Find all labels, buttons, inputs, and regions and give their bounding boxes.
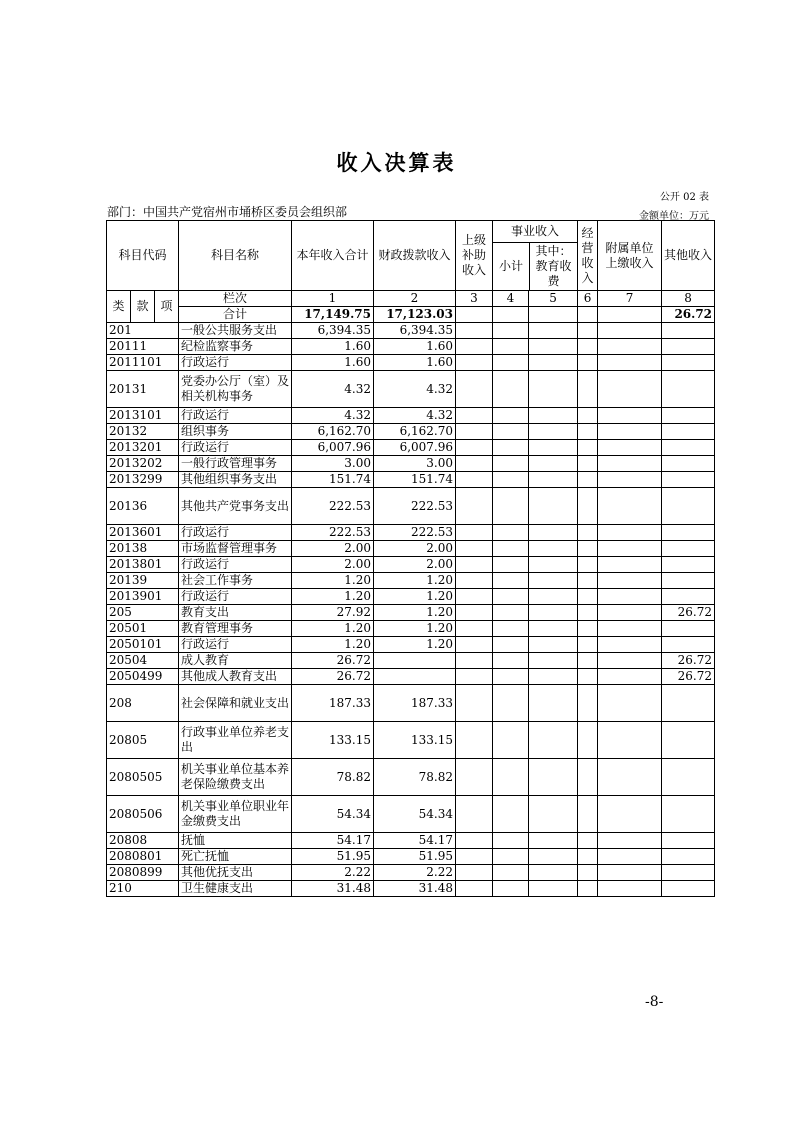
subject-name: 抚恤 (179, 833, 292, 849)
page-number: -8- (645, 994, 664, 1010)
form-number: 公开 02 表 (659, 192, 709, 203)
fiscal-income-value: 2.22 (374, 865, 456, 881)
fiscal-income-value: 4.32 (374, 408, 456, 424)
subject-name: 一般公共服务支出 (179, 323, 292, 339)
subject-code: 208 (107, 685, 179, 722)
subject-name: 市场监督管理事务 (179, 541, 292, 557)
table-row (107, 525, 715, 541)
subject-code: 201 (107, 323, 179, 339)
col-num: 1 (292, 291, 374, 307)
other-income-value (662, 541, 715, 557)
subject-code: 2013101 (107, 408, 179, 424)
other-income-value (662, 557, 715, 573)
table-row (107, 881, 715, 897)
subject-name: 社会工作事务 (179, 573, 292, 589)
subject-name: 其他成人教育支出 (179, 669, 292, 685)
total-income-value: 51.95 (292, 849, 374, 865)
subject-code: 20138 (107, 541, 179, 557)
col-num: 5 (549, 291, 557, 305)
fiscal-income-value (374, 669, 456, 685)
subject-name: 教育管理事务 (179, 621, 292, 637)
subject-code: 2013299 (107, 472, 179, 488)
header-fiscal-income: 财政拨款收入 (374, 221, 456, 291)
fiscal-income-value: 133.15 (374, 722, 456, 759)
table-row (107, 557, 715, 573)
table-row (107, 865, 715, 881)
subject-code: 20808 (107, 833, 179, 849)
total-income-value: 27.92 (292, 605, 374, 621)
table-row (107, 759, 715, 796)
subject-name: 行政运行 (179, 637, 292, 653)
other-income-value (662, 796, 715, 833)
other-income-value (662, 371, 715, 408)
header-business-income: 事业收入 (493, 221, 578, 243)
fiscal-income-value: 1.20 (374, 573, 456, 589)
subject-name: 教育支出 (179, 605, 292, 621)
fiscal-income-value (374, 653, 456, 669)
total-income-value: 2.00 (292, 557, 374, 573)
other-income-value (662, 323, 715, 339)
income-table (106, 220, 715, 897)
total-income-value: 6,394.35 (292, 323, 374, 339)
fiscal-income-value: 51.95 (374, 849, 456, 865)
table-row (107, 424, 715, 440)
fiscal-income-value: 31.48 (374, 881, 456, 897)
fiscal-income-value: 78.82 (374, 759, 456, 796)
subject-name: 社会保障和就业支出 (179, 685, 292, 722)
total-income-value: 1.20 (292, 621, 374, 637)
table-row (107, 472, 715, 488)
fiscal-income-value: 4.32 (374, 371, 456, 408)
other-income-value (662, 865, 715, 881)
other-income-value (662, 833, 715, 849)
other-income-value (662, 849, 715, 865)
fiscal-income-value: 1.20 (374, 605, 456, 621)
fiscal-income-value: 54.17 (374, 833, 456, 849)
total-income-value: 187.33 (292, 685, 374, 722)
fiscal-income-value: 222.53 (374, 488, 456, 525)
subject-name: 死亡抚恤 (179, 849, 292, 865)
total-income-value: 2.00 (292, 541, 374, 557)
header-total-income: 本年收入合计 (292, 221, 374, 291)
other-income-value: 26.72 (662, 605, 715, 621)
fiscal-income-value: 6,162.70 (374, 424, 456, 440)
header-subject-code: 科目代码 (107, 221, 179, 291)
total-income-value: 31.48 (292, 881, 374, 897)
total-income-value: 4.32 (292, 371, 374, 408)
col-num: 8 (662, 291, 715, 307)
subject-code: 20132 (107, 424, 179, 440)
fiscal-income-value: 6,007.96 (374, 440, 456, 456)
header-lei: 类 (107, 291, 131, 323)
header-affiliated-income: 附属单位上缴收入 (598, 221, 662, 291)
subject-name: 成人教育 (179, 653, 292, 669)
subject-name: 行政运行 (179, 589, 292, 605)
total-income-value: 1.60 (292, 339, 374, 355)
total-income-value: 3.00 (292, 456, 374, 472)
fiscal-income-value: 3.00 (374, 456, 456, 472)
header-subtotal: 小计 (493, 243, 530, 291)
other-income-value (662, 339, 715, 355)
total-other: 26.72 (662, 307, 715, 323)
table-row (107, 637, 715, 653)
other-income-value (662, 573, 715, 589)
total-income-value: 6,162.70 (292, 424, 374, 440)
subject-name: 行政运行 (179, 557, 292, 573)
total-income-value: 133.15 (292, 722, 374, 759)
subject-code: 2050101 (107, 637, 179, 653)
subject-name: 行政运行 (179, 355, 292, 371)
subject-code: 2080506 (107, 796, 179, 833)
table-row (107, 833, 715, 849)
total-income-value: 151.74 (292, 472, 374, 488)
fiscal-income-value: 2.00 (374, 557, 456, 573)
other-income-value (662, 621, 715, 637)
subject-name: 行政运行 (179, 525, 292, 541)
other-income-value (662, 881, 715, 897)
subject-name: 卫生健康支出 (179, 881, 292, 897)
subject-code: 2080899 (107, 865, 179, 881)
table-row (107, 488, 715, 525)
col-num: 3 (456, 291, 493, 307)
subject-name: 其他共产党事务支出 (179, 488, 292, 525)
table-row (107, 653, 715, 669)
subject-code: 20136 (107, 488, 179, 525)
department-label: 部门：中国共产党宿州市埇桥区委员会组织部 (107, 205, 348, 219)
subject-name: 党委办公厅（室）及相关机构事务 (179, 371, 292, 408)
subject-code: 2013901 (107, 589, 179, 605)
table-row (107, 408, 715, 424)
table-row (107, 573, 715, 589)
fiscal-income-value: 1.20 (374, 621, 456, 637)
table-row (107, 669, 715, 685)
total-income-value: 78.82 (292, 759, 374, 796)
other-income-value: 26.72 (662, 669, 715, 685)
other-income-value (662, 525, 715, 541)
total-income-value: 54.34 (292, 796, 374, 833)
subject-code: 2080801 (107, 849, 179, 865)
col-num: 7 (598, 291, 662, 307)
table-row (107, 355, 715, 371)
total-income-value: 6,007.96 (292, 440, 374, 456)
fiscal-income-value: 54.34 (374, 796, 456, 833)
table-row (107, 541, 715, 557)
header-kuan: 款 (131, 291, 155, 323)
total-income-value: 2.22 (292, 865, 374, 881)
other-income-value: 26.72 (662, 653, 715, 669)
subject-name: 机关事业单位基本养老保险缴费支出 (179, 759, 292, 796)
subject-code: 20805 (107, 722, 179, 759)
other-income-value (662, 722, 715, 759)
subject-code: 2013201 (107, 440, 179, 456)
subject-name: 其他组织事务支出 (179, 472, 292, 488)
total-income-value: 26.72 (292, 669, 374, 685)
total-row (107, 307, 715, 323)
subject-name: 一般行政管理事务 (179, 456, 292, 472)
other-income-value (662, 637, 715, 653)
col-num: 6 (578, 291, 598, 307)
other-income-value (662, 456, 715, 472)
table-row (107, 685, 715, 722)
other-income-value (662, 424, 715, 440)
table-row (107, 339, 715, 355)
other-income-value (662, 355, 715, 371)
subject-name: 行政运行 (179, 440, 292, 456)
total-income-value: 54.17 (292, 833, 374, 849)
subject-name: 其他优抚支出 (179, 865, 292, 881)
subject-code: 2013202 (107, 456, 179, 472)
col-num: 2 (374, 291, 456, 307)
table-row (107, 456, 715, 472)
subject-code: 2013601 (107, 525, 179, 541)
subject-code: 2013801 (107, 557, 179, 573)
fiscal-income-value: 1.60 (374, 355, 456, 371)
header-superior-subsidy: 上级补助收入 (456, 221, 493, 291)
header-subject-name: 科目名称 (179, 221, 292, 291)
other-income-value (662, 589, 715, 605)
fiscal-income-value: 2.00 (374, 541, 456, 557)
fiscal-income-value: 6,394.35 (374, 323, 456, 339)
subject-code: 20111 (107, 339, 179, 355)
fiscal-income-value: 187.33 (374, 685, 456, 722)
subject-code: 20131 (107, 371, 179, 408)
header-xiang: 项 (155, 291, 179, 323)
page-title: 收入决算表 (336, 151, 457, 175)
subject-name: 行政事业单位养老支出 (179, 722, 292, 759)
other-income-value (662, 759, 715, 796)
header-other-income: 其他收入 (662, 221, 715, 291)
total-income-value: 1.20 (292, 573, 374, 589)
total-amount: 17,149.75 (292, 307, 374, 323)
fiscal-income-value: 1.20 (374, 589, 456, 605)
amount-unit: 金额单位：万元 (639, 211, 709, 222)
fiscal-income-value: 151.74 (374, 472, 456, 488)
other-income-value (662, 472, 715, 488)
total-income-value: 4.32 (292, 408, 374, 424)
other-income-value (662, 685, 715, 722)
table-row (107, 589, 715, 605)
fiscal-income-value: 1.20 (374, 637, 456, 653)
subject-code: 2011101 (107, 355, 179, 371)
total-fiscal: 17,123.03 (374, 307, 456, 323)
header-operating-income: 经营收入 (578, 221, 598, 291)
subject-code: 20501 (107, 621, 179, 637)
subject-name: 机关事业单位职业年金缴费支出 (179, 796, 292, 833)
subject-code: 20504 (107, 653, 179, 669)
subject-code: 210 (107, 881, 179, 897)
subject-code: 2050499 (107, 669, 179, 685)
table-row (107, 849, 715, 865)
fiscal-income-value: 222.53 (374, 525, 456, 541)
total-income-value: 1.20 (292, 637, 374, 653)
col-num: 4 (493, 291, 529, 306)
table-row (107, 323, 715, 339)
fiscal-income-value: 1.60 (374, 339, 456, 355)
table-row (107, 440, 715, 456)
other-income-value (662, 488, 715, 525)
total-income-value: 222.53 (292, 488, 374, 525)
total-income-value: 1.20 (292, 589, 374, 605)
header-edu-fees: 其中：教育收费 (530, 243, 578, 291)
subject-name: 纪检监察事务 (179, 339, 292, 355)
subject-name: 行政运行 (179, 408, 292, 424)
subject-code: 205 (107, 605, 179, 621)
total-income-value: 1.60 (292, 355, 374, 371)
total-label: 合计 (179, 307, 292, 323)
other-income-value (662, 408, 715, 424)
table-row (107, 621, 715, 637)
table-row (107, 796, 715, 833)
other-income-value (662, 440, 715, 456)
table-row (107, 722, 715, 759)
subject-name: 组织事务 (179, 424, 292, 440)
subject-code: 20139 (107, 573, 179, 589)
table-row (107, 605, 715, 621)
total-income-value: 26.72 (292, 653, 374, 669)
total-income-value: 222.53 (292, 525, 374, 541)
column-no-label: 栏次 (179, 291, 292, 307)
table-row (107, 371, 715, 408)
subject-code: 2080505 (107, 759, 179, 796)
